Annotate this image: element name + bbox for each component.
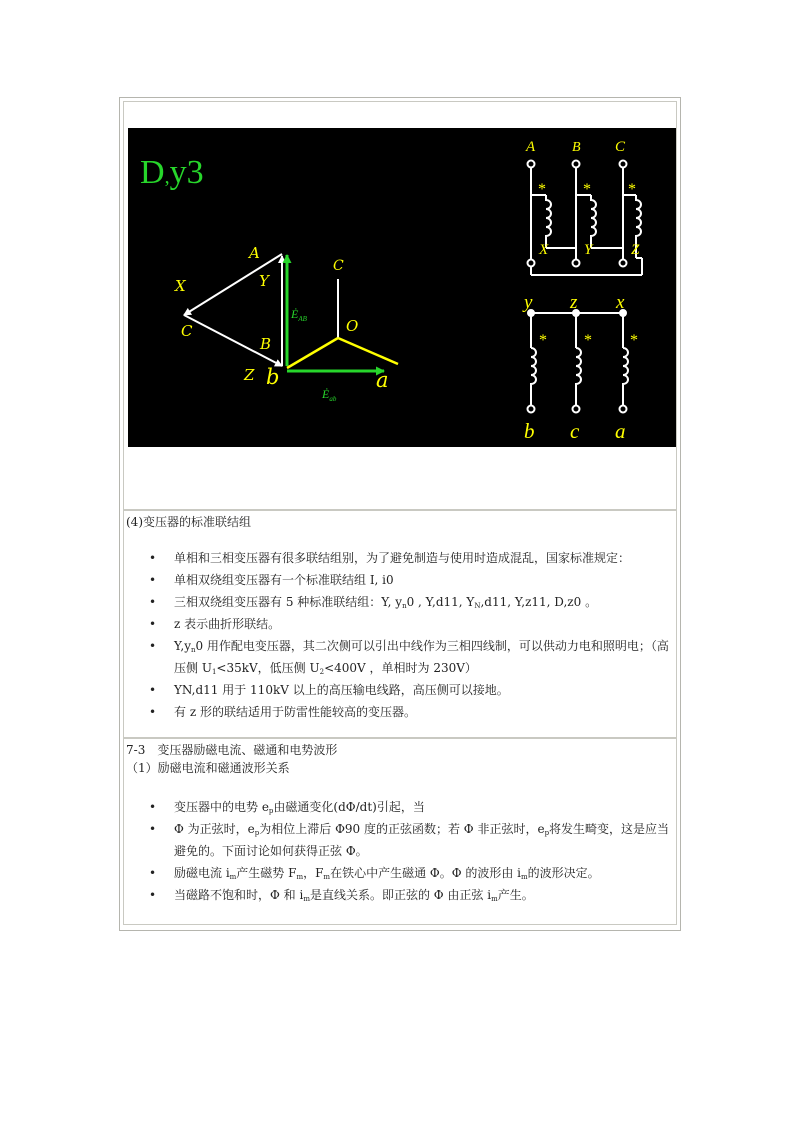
- text-run: 是直线关系。即正弦的 Φ 由正弦 i: [309, 888, 492, 902]
- subscript: N: [474, 602, 481, 610]
- dot-primary-b: *: [583, 181, 591, 198]
- label-secondary-a: a: [615, 419, 626, 443]
- terminal-Y: [573, 260, 580, 267]
- text-run: 变压器中的电势 e: [174, 800, 269, 814]
- text-run: 产生磁势 F: [236, 866, 297, 880]
- label-Y: Y: [259, 272, 269, 290]
- label-secondary-z: z: [570, 292, 578, 313]
- label-primary-A: A: [526, 139, 536, 155]
- label-O: O: [346, 317, 359, 335]
- terminal-B: [573, 161, 580, 168]
- standard-groups-section: [123, 510, 677, 738]
- waveform-list: [124, 796, 670, 906]
- text-run: Y,y: [174, 639, 191, 653]
- dot-secondary-z: *: [584, 332, 592, 349]
- subscript: m: [296, 873, 304, 881]
- connection-diagram: [128, 128, 676, 447]
- label-primary-Z: Z: [631, 242, 640, 258]
- diagram-title: D,y3: [140, 154, 204, 191]
- secondary-windings: [528, 310, 629, 413]
- label-primary-B: B: [572, 140, 581, 155]
- dot-primary-a: *: [538, 181, 546, 198]
- subscript: m: [491, 895, 498, 903]
- subscript: m: [323, 873, 331, 881]
- label-e-ab-secondary: $Ė_{ab}$: [322, 387, 337, 403]
- text-run: 有 z 形的联结适用于防雷性能较高的变压器。: [174, 705, 416, 719]
- subscript: p: [254, 829, 260, 837]
- terminal-A: [528, 161, 535, 168]
- label-primary-Y: Y: [584, 242, 593, 258]
- dot-secondary-y: *: [539, 332, 547, 349]
- label-secondary-y: y: [524, 292, 533, 313]
- text-run: 励磁电流 i: [174, 866, 230, 880]
- label-c-star: C: [333, 258, 344, 274]
- text-run: 由磁通变化(dΦ/dt)引起，当: [273, 800, 425, 814]
- subscript: m: [229, 873, 237, 881]
- text-run: Φ 为正弦时，e: [174, 822, 255, 836]
- label-secondary-b: b: [524, 419, 535, 443]
- dot-secondary-x: *: [630, 332, 638, 349]
- label-secondary-c: c: [570, 419, 580, 443]
- text-run: 为相位上滞后 Φ90 度的正弦函数；若 Φ 非正弦时，e: [259, 822, 545, 836]
- list-item: [124, 796, 670, 818]
- text-run: 0 用作配电变压器，其二次侧可以引出中线作为三相四线制，可以供动力电和照明电；（高压侧 U: [174, 639, 669, 675]
- label-a: a: [376, 368, 389, 392]
- terminal-c: [573, 406, 580, 413]
- text-run: 当磁路不饱和时，Φ 和 i: [174, 888, 304, 902]
- subscript: 1: [211, 668, 217, 676]
- content-table: [119, 97, 681, 931]
- text-run: 产生。: [497, 888, 534, 902]
- text-run: 的波形决定。: [527, 866, 600, 880]
- list-item: [124, 701, 670, 723]
- section-title: 7-3 变压器励磁电流、磁通和电势波形: [126, 743, 338, 757]
- label-b: b: [266, 365, 280, 389]
- text-run: 将发生畸变，这是应当避免的。下面讨论如何获得正弦 Φ。: [174, 822, 670, 858]
- subscript: m: [521, 873, 528, 881]
- phasor-oa: [338, 338, 398, 364]
- text-run: <400V ，单相时为 230V）: [324, 661, 477, 675]
- section-title: (4)变压器的标准联结组: [126, 515, 251, 529]
- text-run: <35kV，低压侧 U: [216, 661, 320, 675]
- section-subtitle: （1）励磁电流和磁通波形关系: [126, 761, 290, 775]
- text-run: ,d11, Y,z11, D,z0 。: [480, 595, 598, 609]
- label-B: B: [260, 335, 272, 353]
- list-item: [124, 547, 670, 569]
- list-item: [124, 884, 670, 906]
- list-item: [124, 591, 670, 613]
- text-run: 在铁心中产生磁通 Φ。Φ 的波形由 i: [330, 866, 522, 880]
- subscript: m: [303, 895, 310, 903]
- text-run: 0 , Y,d11, Y: [406, 595, 475, 609]
- subscript: 2: [319, 668, 325, 676]
- label-primary-X: X: [539, 242, 549, 258]
- list-item: [124, 569, 670, 591]
- label-Z: Z: [244, 366, 255, 384]
- diagram-svg: [128, 128, 676, 447]
- list-item: [124, 818, 670, 862]
- figure-cell: [123, 101, 677, 510]
- text-run: YN,d11 用于 110kV 以上的高压输电线路，高压侧可以接地。: [174, 683, 509, 697]
- phasor-ob: [287, 338, 338, 368]
- list-item: [124, 679, 670, 701]
- label-primary-C: C: [615, 139, 626, 155]
- terminal-C: [620, 161, 627, 168]
- list-item: [124, 862, 670, 884]
- text-run: 单相和三相变压器有很多联结组别，为了避免制造与使用时造成混乱，国家标准规定：: [174, 551, 631, 565]
- text-run: 三相双绕组变压器有 5 种标准联结组：Y, y: [174, 595, 403, 609]
- subscript: n: [402, 602, 407, 610]
- label-A: A: [249, 244, 260, 262]
- list-item: [124, 635, 670, 679]
- text-run: 单相双绕组变压器有一个标准联结组 I, i0: [174, 573, 394, 587]
- terminal-a: [620, 406, 627, 413]
- text-run: z 表示曲折形联结。: [174, 617, 281, 631]
- label-C: C: [181, 322, 193, 340]
- standard-groups-list: [124, 547, 670, 723]
- waveform-section: [123, 738, 677, 925]
- label-e-ab: $Ė_{AB}$: [291, 307, 307, 323]
- terminal-X: [528, 260, 535, 267]
- text-run: ，F: [303, 866, 324, 880]
- list-item: [124, 613, 670, 635]
- subscript: p: [544, 829, 550, 837]
- terminal-b: [528, 406, 535, 413]
- label-secondary-x: x: [616, 292, 625, 313]
- subscript: n: [190, 646, 196, 654]
- dot-primary-c: *: [628, 181, 636, 198]
- terminal-Z: [620, 260, 627, 267]
- label-X: X: [175, 277, 186, 295]
- subscript: p: [268, 807, 274, 815]
